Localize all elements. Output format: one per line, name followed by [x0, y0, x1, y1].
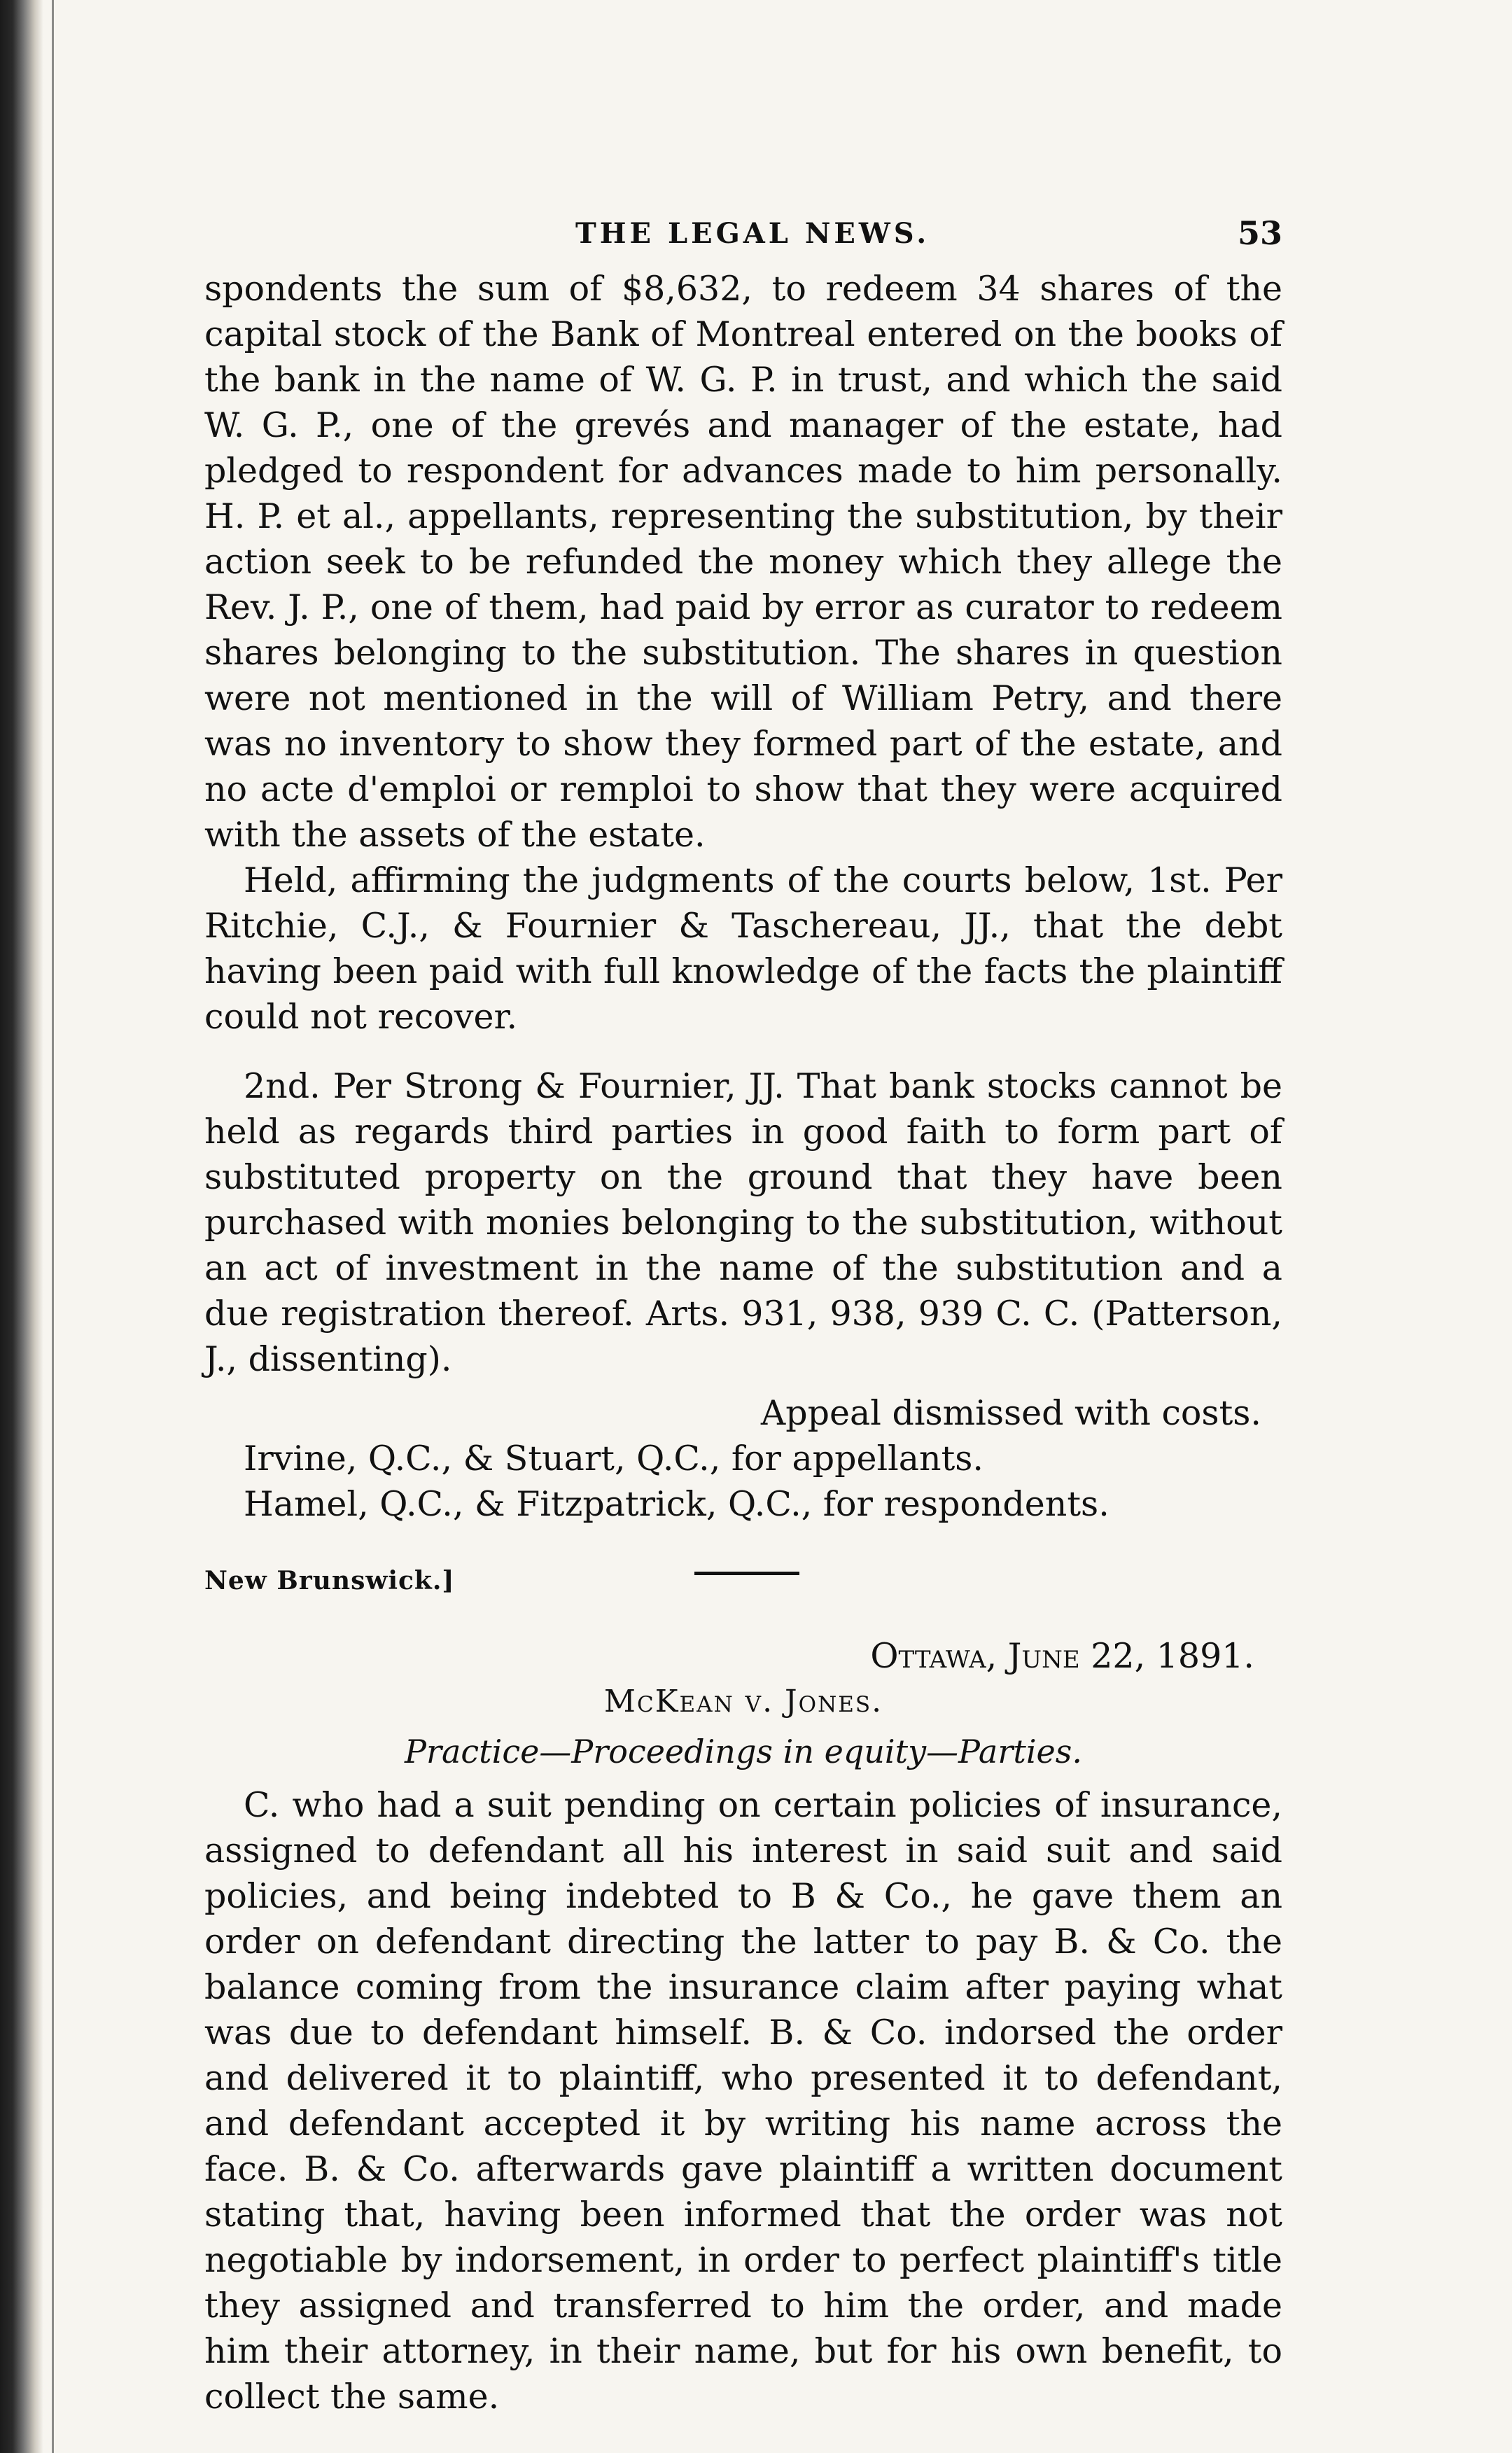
case2-dateline: Ottawa, June 22, 1891. — [870, 1636, 1254, 1676]
case1-facts: spondents the sum of $8,632, to redeem 34 shares of the capital stock of the Bank of Montreal entered on the books of the bank in the name of W. G. P. in trust, and which the said W. G. P., one of the grevés and manager of the estate, had pledged to respondent for advances made to him personally. H. P. et al., appellants, representing the substitution, by their action seek to be refunded the money which they allege the Rev. J. P., one of them, had paid by error as curator to redeem shares belonging to the substitution. The shares in question were not mentioned in the will of William Petry, and there was no inventory to show they formed part of the estate, and no acte d'emploi or remploi to show that they were acquired with the assets of the estate. — [204, 269, 1282, 855]
section-divider-rule — [694, 1572, 799, 1575]
scanned-binding-edge — [0, 0, 43, 2453]
case1-disposition: Appeal dismissed with costs. — [760, 1393, 1261, 1433]
counsel-appellants: Irvine, Q.C., & Stuart, Q.C., for appellants. — [244, 1439, 983, 1479]
case1-held: Held, affirming the judgments of the courts below, 1st. Per Ritchie, C.J., & Fournier & Taschereau, JJ., that the debt having been paid with full knowledge of the facts the plaintiff could not recover. — [204, 860, 1282, 1037]
counsel-respondents: Hamel, Q.C., & Fitzpatrick, Q.C., for respondents. — [244, 1484, 1110, 1524]
page-number: 53 — [1237, 214, 1282, 252]
page-body — [204, 210, 1282, 2419]
case2-body: C. who had a suit pending on certain policies of insurance, assigned to defendant all his interest in said suit and said policies, and being indebted to B & Co., he gave them an order on defendant directing the latter to pay B. & Co. the balance coming from the insurance claim after paying what was due to defendant himself. B. & Co. indorsed the order and delivered it to plaintiff, who presented it to defendant, and defendant accepted it by writing his name across the face. B. & Co. afterwards gave plaintiff a written document stating that, having been informed that the order was not negotiable by indorsement, in order to perfect plaintiff's title they assigned and transferred to him the order, and made him their attorney, in their name, but for his own benefit, to collect the same. — [204, 1785, 1282, 2417]
case2-title: McKean v. Jones. — [603, 1684, 883, 1719]
running-header — [204, 210, 1282, 266]
case2-headnote: Practice—Proceedings in equity—Parties. — [405, 1733, 1082, 1770]
section-label: New Brunswick.] — [204, 1566, 455, 1595]
case1-second-holding: 2nd. Per Strong & Fournier, JJ. That bank stocks cannot be held as regards third parties in good faith to form part of substituted property on the ground that they have been purchased with monies belonging to the substitution, without an act of investment in the name of the substitution and a due registration thereof. Arts. 931, 938, 939 C. C. (Patterson, J., dissenting). — [204, 1066, 1282, 1379]
running-title: THE LEGAL NEWS. — [575, 217, 930, 250]
binding-shadow-line — [52, 0, 54, 2453]
section-heading-row — [204, 1539, 1282, 1616]
